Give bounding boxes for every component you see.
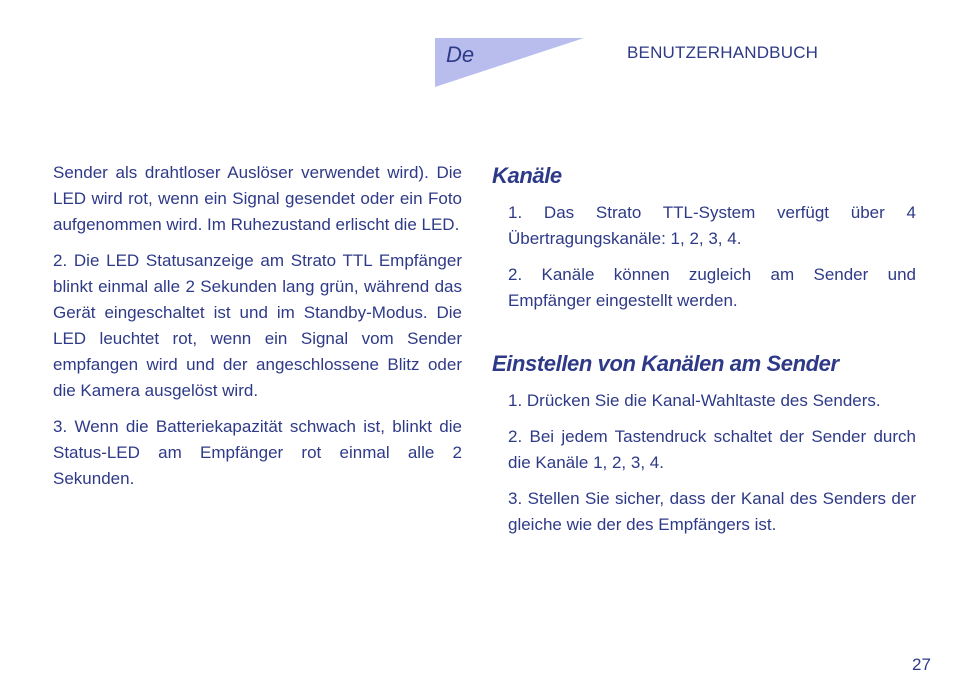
channels-item-1: 1. Das Strato TTL-System verfügt über 4 Übertragungskanäle: 1, 2, 3, 4. (508, 203, 916, 248)
language-label: De (446, 42, 475, 67)
left-column (53, 160, 462, 502)
manual-title: BENUTZERHANDBUCH (627, 43, 819, 62)
page-number: 27 (912, 655, 931, 674)
right-column (492, 160, 916, 548)
channels-item-2: 2. Kanäle können zugleich am Sender und Empfänger eingestellt werden. (508, 265, 916, 310)
setting-channels-heading: Einstellen von Kanälen am Sender (492, 351, 839, 376)
left-paragraph-2: 2. Die LED Statusanzeige am Strato TTL Empfänger blinkt einmal alle 2 Sekunden lang grün, während das Gerät eingeschaltet ist und im Standby-Modus. Die LED leuchtet rot, wenn ein Signal vom Sender empfangen wird und der angeschlossene Blitz oder die Kamera ausgelöst wird. (53, 251, 462, 400)
left-paragraph-1: Sender als drahtloser Auslöser verwendet wird). Die LED wird rot, wenn ein Signal gesendet oder ein Foto aufgenommen wird. Im Ruhezustand erlischt die LED. (53, 163, 462, 234)
left-paragraph-3: 3. Wenn die Batteriekapazität schwach ist, blinkt die Status-LED am Empfänger rot einmal alle 2 Sekunden. (53, 417, 462, 488)
channels-heading: Kanäle (492, 163, 562, 188)
setting-item-2: 2. Bei jedem Tastendruck schaltet der Sender durch die Kanäle 1, 2, 3, 4. (508, 427, 916, 472)
setting-item-1: 1. Drücken Sie die Kanal-Wahltaste des Senders. (508, 391, 881, 410)
setting-item-3: 3. Stellen Sie sicher, dass der Kanal des Senders der gleiche wie der des Empfängers ist. (508, 489, 916, 534)
